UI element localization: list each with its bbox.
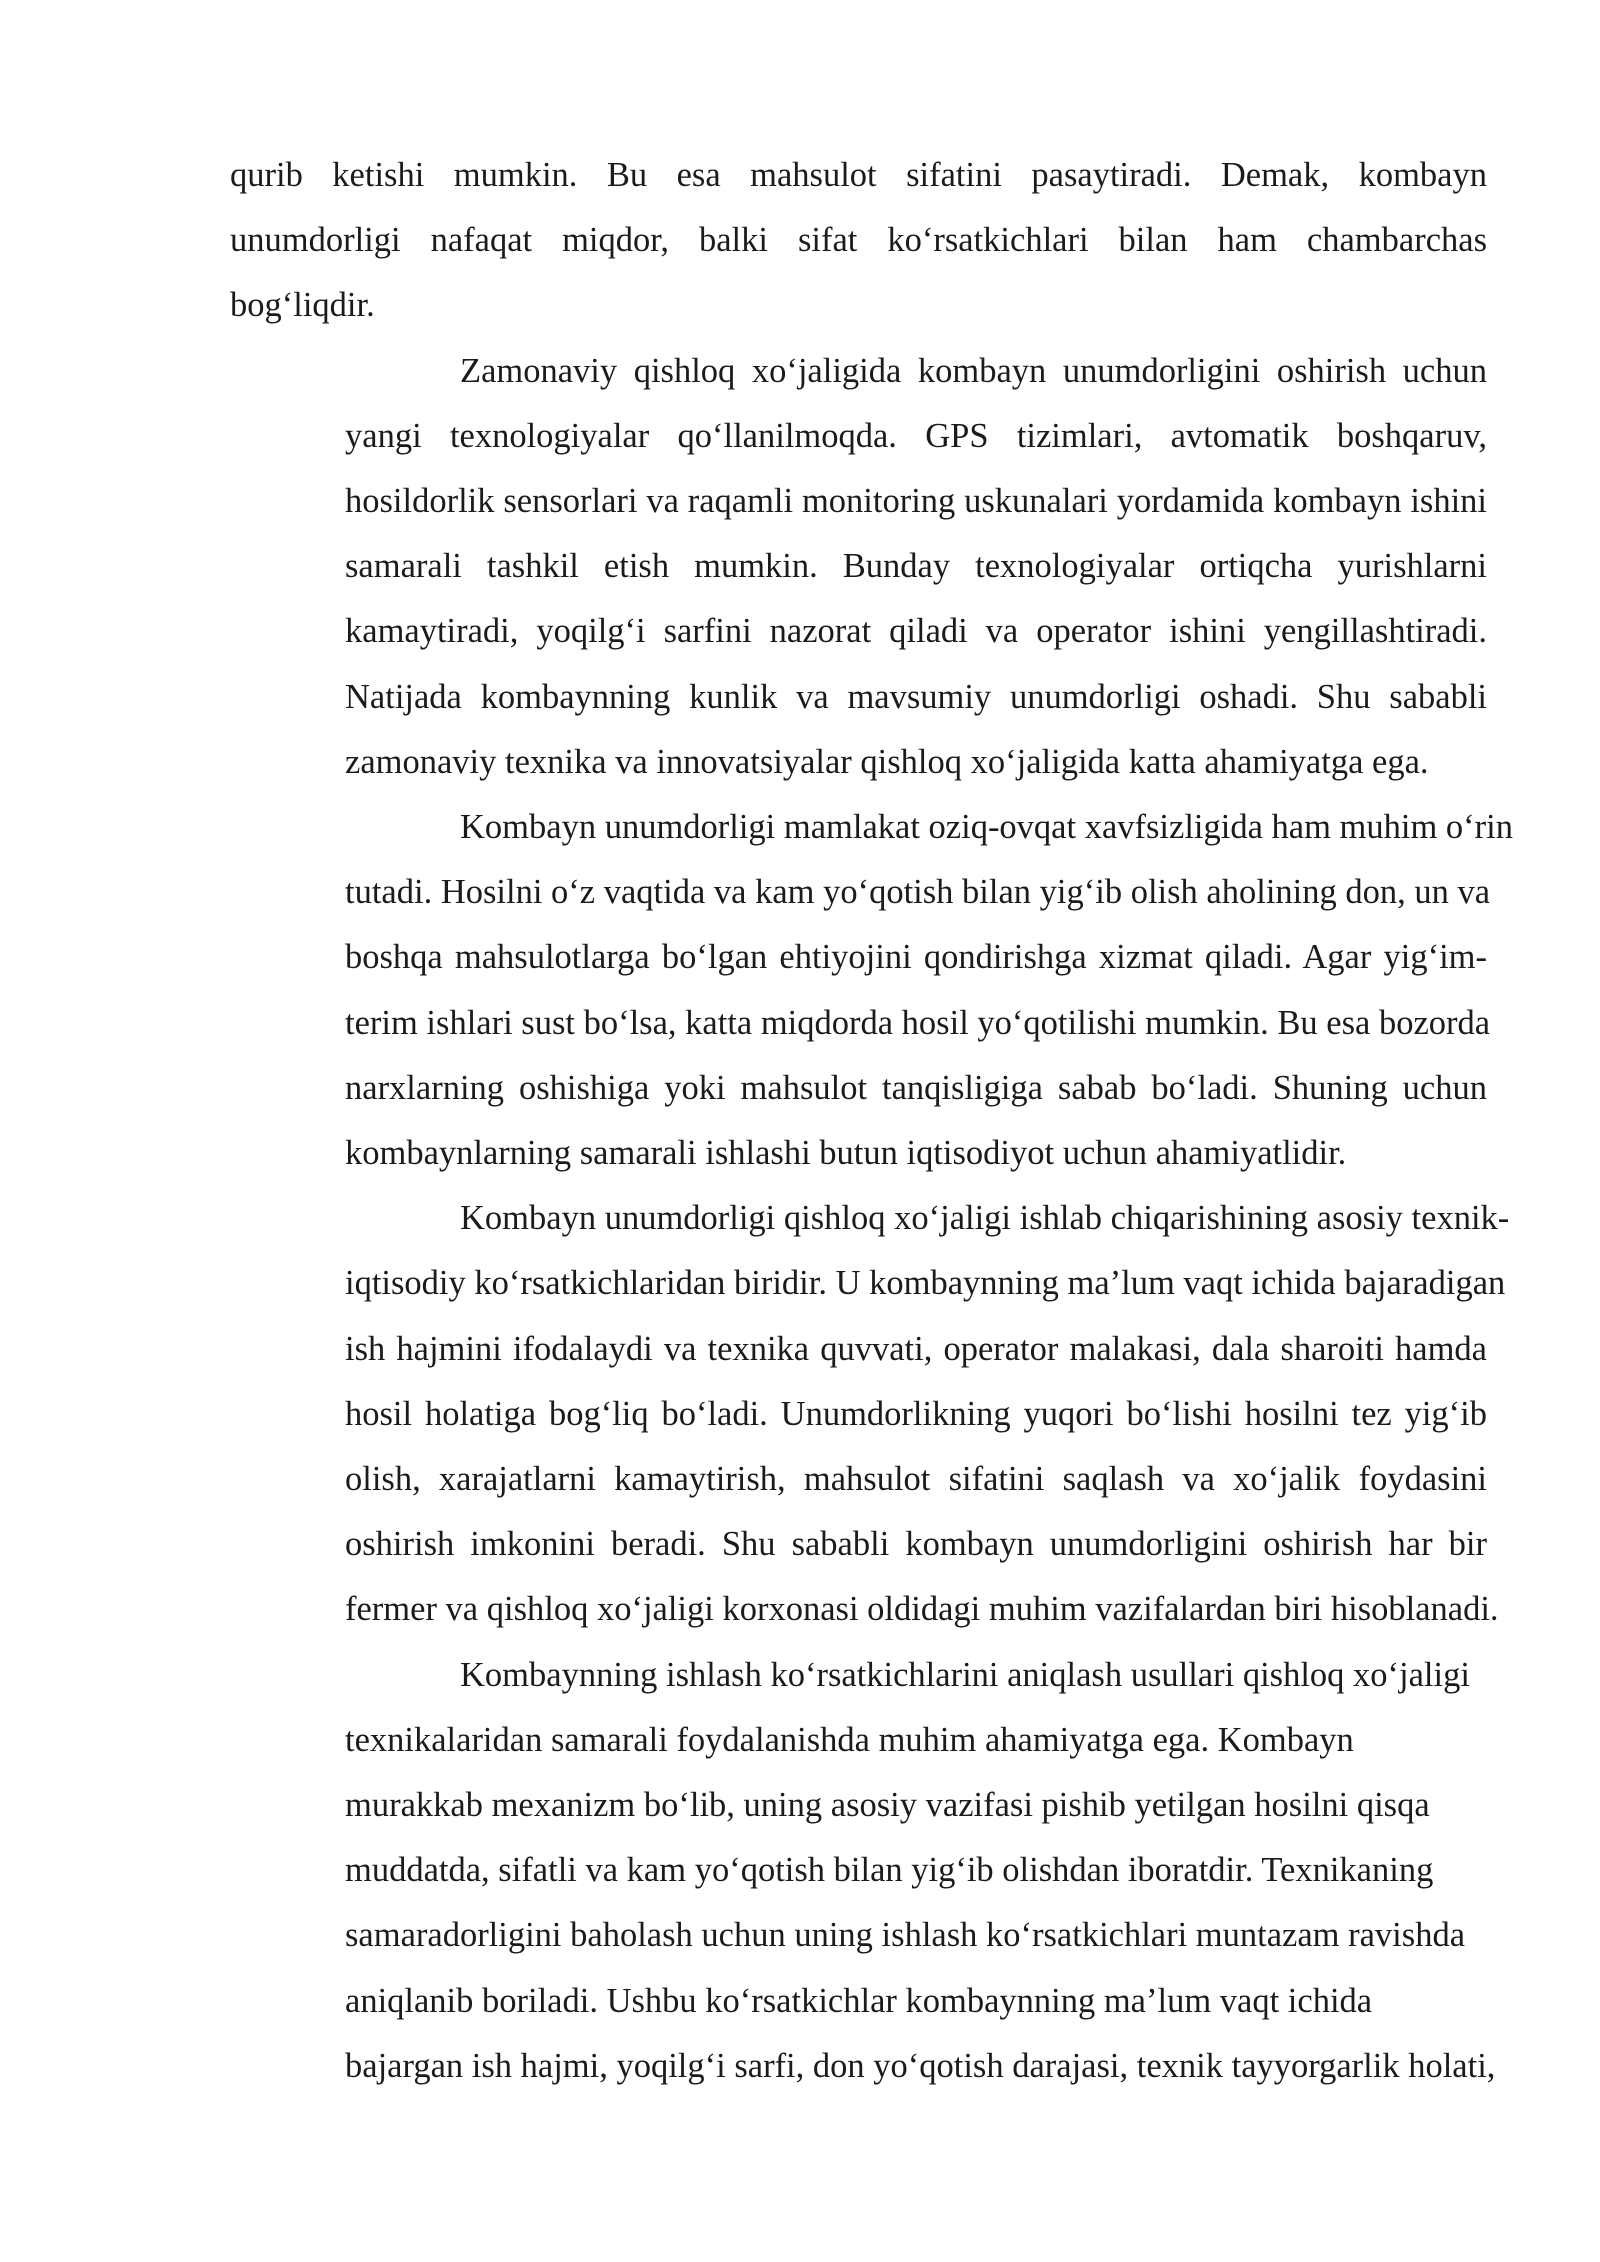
text-line: murakkab mexanizm bo‘lib, uning asosiy vazifasi pishib yetilgan hosilni qisqa xyxy=(345,1786,1430,1825)
paragraph-5 xyxy=(230,1643,1496,2099)
text-line: samarali tashkil etish mumkin. Bunday texnologiyalar ortiqcha yurishlarni xyxy=(345,547,1487,586)
text-line: bog‘liqdir. xyxy=(230,286,375,325)
paragraph-4 xyxy=(230,1186,1510,1642)
text-line: oshirish imkonini beradi. Shu sababli kombayn unumdorligini oshirish har bir xyxy=(345,1525,1487,1564)
text-line: aniqlanib boriladi. Ushbu ko‘rsatkichlar kombaynning ma’lum vaqt ichida xyxy=(345,1981,1373,2020)
text-line: Kombayn unumdorligi qishloq xo‘jaligi ishlab chiqarishining asosiy texnik- xyxy=(460,1199,1510,1238)
text-line: ish hajmini ifodalaydi va texnika quvvati, operator malakasi, dala sharoiti hamda xyxy=(345,1329,1487,1368)
text-line: Kombaynning ishlash ko‘rsatkichlarini aniqlash usullari qishloq xo‘jaligi xyxy=(460,1655,1470,1694)
text-line: Natijada kombaynning kunlik va mavsumiy unumdorligi oshadi. Shu sababli xyxy=(345,677,1487,716)
text-line: olish, xarajatlarni kamaytirish, mahsulot sifatini saqlash va xo‘jalik foydasini xyxy=(345,1460,1487,1499)
text-line: Kombayn unumdorligi mamlakat oziq-ovqat xavfsizligida ham muhim o‘rin xyxy=(460,808,1513,847)
text-line: kombaynlarning samarali ishlashi butun iqtisodiyot uchun ahamiyatlidir. xyxy=(345,1134,1347,1173)
text-line: fermer va qishloq xo‘jaligi korxonasi oldidagi muhim vazifalardan biri hisoblanadi. xyxy=(345,1590,1499,1629)
paragraph-2 xyxy=(230,339,1487,795)
text-line: yangi texnologiyalar qo‘llanilmoqda. GPS tizimlari, avtomatik boshqaruv, xyxy=(345,416,1487,455)
text-line: qurib ketishi mumkin. Bu esa mahsulot sifatini pasaytiradi. Demak, kombayn xyxy=(230,156,1487,194)
text-line: unumdorligi nafaqat miqdor, balki sifat ko‘rsatkichlari bilan ham chambarchas xyxy=(230,221,1487,260)
text-line: Zamonaviy qishloq xo‘jaligida kombayn unumdorligini oshirish uchun xyxy=(460,351,1487,390)
text-line: samaradorligini baholash uchun uning ishlash ko‘rsatkichlari muntazam ravishda xyxy=(345,1916,1466,1955)
text-line: muddatda, sifatli va kam yo‘qotish bilan yig‘ib olishdan iboratdir. Texnikaning xyxy=(345,1851,1434,1890)
text-line: zamonaviy texnika va innovatsiyalar qishloq xo‘jaligida katta ahamiyatga ega. xyxy=(345,742,1429,781)
text-line: hosildorlik sensorlari va raqamli monitoring uskunalari yordamida kombayn ishini xyxy=(345,482,1487,521)
text-line: bajargan ish hajmi, yoqilg‘i sarfi, don yo‘qotish darajasi, texnik tayyorgarlik holati, xyxy=(345,2046,1496,2085)
text-line: texnikalaridan samarali foydalanishda muhim ahamiyatga ega. Kombayn xyxy=(345,1720,1354,1759)
text-line: narxlarning oshishiga yoki mahsulot tanqisligiga sabab bo‘ladi. Shuning uchun xyxy=(345,1068,1487,1107)
body-text xyxy=(230,143,1513,2099)
paragraph-3 xyxy=(230,795,1513,1186)
text-line: terim ishlari sust bo‘lsa, katta miqdorda hosil yo‘qotilishi mumkin. Bu esa bozorda xyxy=(345,1003,1491,1042)
text-line: tutadi. Hosilni o‘z vaqtida va kam yo‘qotish bilan yig‘ib olish aholining don, un va xyxy=(345,873,1491,912)
text-line: iqtisodiy ko‘rsatkichlaridan biridir. U kombaynning ma’lum vaqt ichida bajaradigan xyxy=(345,1264,1506,1303)
text-line: kamaytiradi, yoqilg‘i sarfini nazorat qiladi va operator ishini yengillashtiradi. xyxy=(345,612,1487,651)
paragraph-1 xyxy=(230,143,1487,339)
text-line: hosil holatiga bog‘liq bo‘ladi. Unumdorlikning yuqori bo‘lishi hosilni tez yig‘ib xyxy=(345,1394,1487,1433)
text-line: boshqa mahsulotlarga bo‘lgan ehtiyojini qondirishga xizmat qiladi. Agar yig‘im- xyxy=(345,938,1487,977)
